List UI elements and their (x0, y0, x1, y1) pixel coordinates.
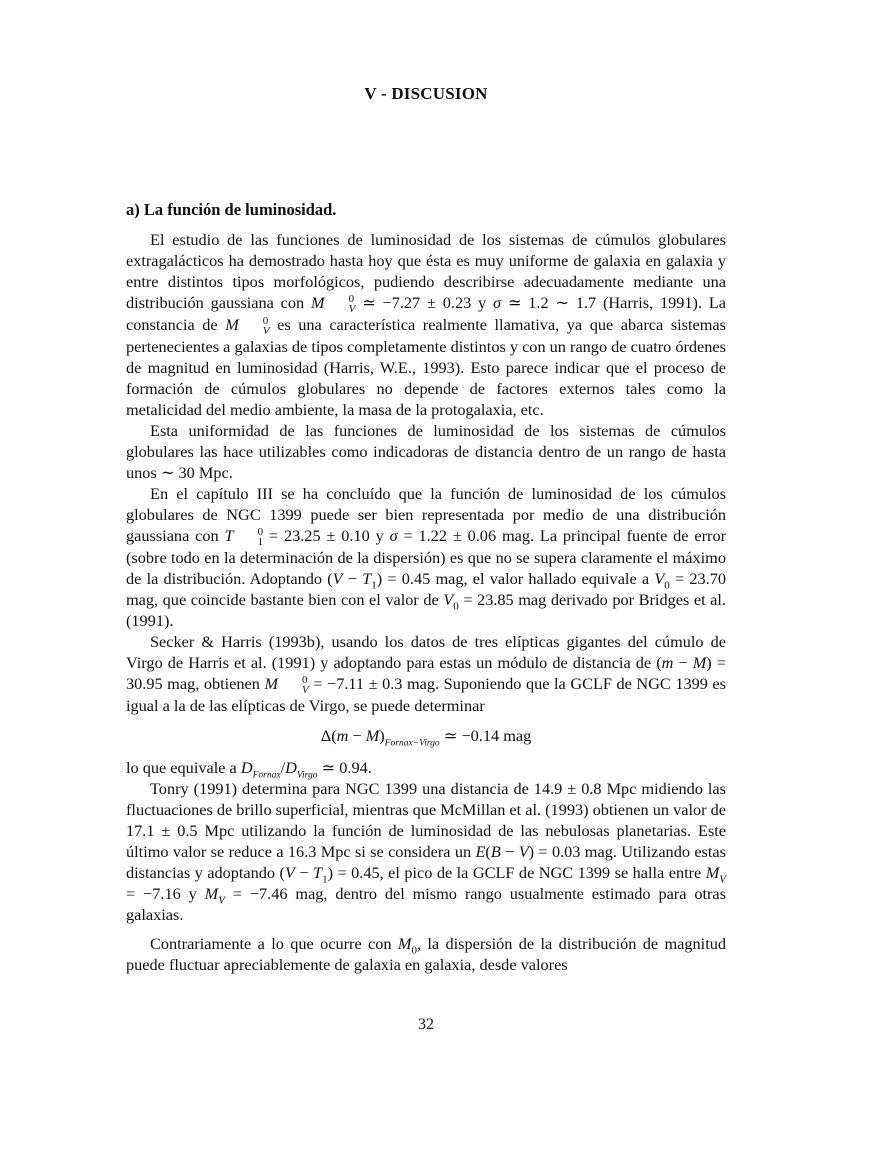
page-number: 32 (418, 1016, 434, 1033)
paragraph-2: Esta uniformidad de las funciones de luminosidad de los sistemas de cúmulos globulares las hace utilizables como indicadoras de distancia dentro de un rango de hasta unos ∼ 30 Mpc. (126, 421, 726, 482)
paragraph-6: Tonry (1991) determina para NGC 1399 una distancia de 14.9 ± 0.8 Mpc midiendo las fluctuaciones de brillo superficial, mientras que McMillan et al. (1993) obtienen un valor de 17.1 ± 0.5 Mpc utilizando la función de luminosidad de las nebulosas planetarias. Este último valor se reduce a 16.3 Mpc si se considera un E(B − V) = 0.03 mag. Utilizando estas distancias y adoptando $(V - T_1) = 0.45$, el pico de la GCLF de NGC 1399 se halla entre $M_V = -7.16$ y $M_V = -7.46$ mag, dentro del mismo rango usualmente estimado para otras galaxias. (126, 779, 727, 924)
paragraph-5: lo que equivale a $D_{Fornax}/D_{Virgo}$ ≃ 0.94. (126, 758, 372, 781)
body-text (126, 229, 726, 975)
paragraph-7: Contrariamente a lo que ocurre con $M_0$, la dispersión de la distribución de magnitud puede fluctuar apreciablemente de galaxia en galaxia, desde valores (126, 934, 726, 974)
paragraph-1: El estudio de las funciones de luminosidad de los sistemas de cúmulos globulares extragalácticos ha demostrado hasta hoy que ésta es muy uniforme de galaxia en galaxia y entre distintos tipos morfológicos, pudiendo describirse adecuadamente mediante una distribución gaussiana con M 0 V ≃ −7.27 ± 0.23 y σ ≃ 1.2 ∼ 1.7 (Harris, 1991). La constancia de M 0 V es una característica realmente llamativa, ya que abarca sistemas pertenecientes a galaxias de tipos completamente distintos y con un rango de cuatro órdenes de magnitud en luminosidad (Harris, W.E., 1993). Esto parece indicar que el proceso de formación de cúmulos globulares no depende de factores externos tales como la metalicidad del medio ambiente, la masa de la protogalaxia, etc. (126, 230, 727, 419)
paragraph-4: Secker & Harris (1993b), usando los datos de tres elípticas gigantes del cúmulo de Virgo de Harris et al. (1991) y adoptando para estas un módulo de distancia de (m − M) = 30.95 mag, obtienen M 0 V = −7.11 ± 0.3 mag. Suponiendo que la GCLF de NGC 1399 es igual a la de las elípticas de Virgo, se puede determinar (126, 632, 726, 715)
chapter-title: V - DISCUSION (364, 84, 488, 103)
document-page (126, 84, 726, 1084)
paragraph-3: En el capítulo III se ha concluído que la función de luminosidad de los cúmulos globulares de NGC 1399 puede ser bien representada por medio de una distribución gaussiana con T 0 1 = 23.25 ± 0.10 y σ = 1.22 ± 0.06 mag. La principal fuente de error (sobre todo en la determinación de la dispersión) es que no se supera claramente el máximo de la distribución. Adoptando $(V - T_1) = 0.45$ mag, el valor hallado equivale a $V_0 = 23.70$ mag, que coincide bastante bien con el valor de $V_0 = 23.85$ mag derivado por Bridges et al. (1991). (126, 484, 727, 630)
section-heading: a) La función de luminosidad. (126, 200, 337, 219)
equation-delta-distance-modulus: $\Delta(m - M)_{Fornax-Virgo}$ ≃ −0.14 mag (320, 726, 532, 749)
